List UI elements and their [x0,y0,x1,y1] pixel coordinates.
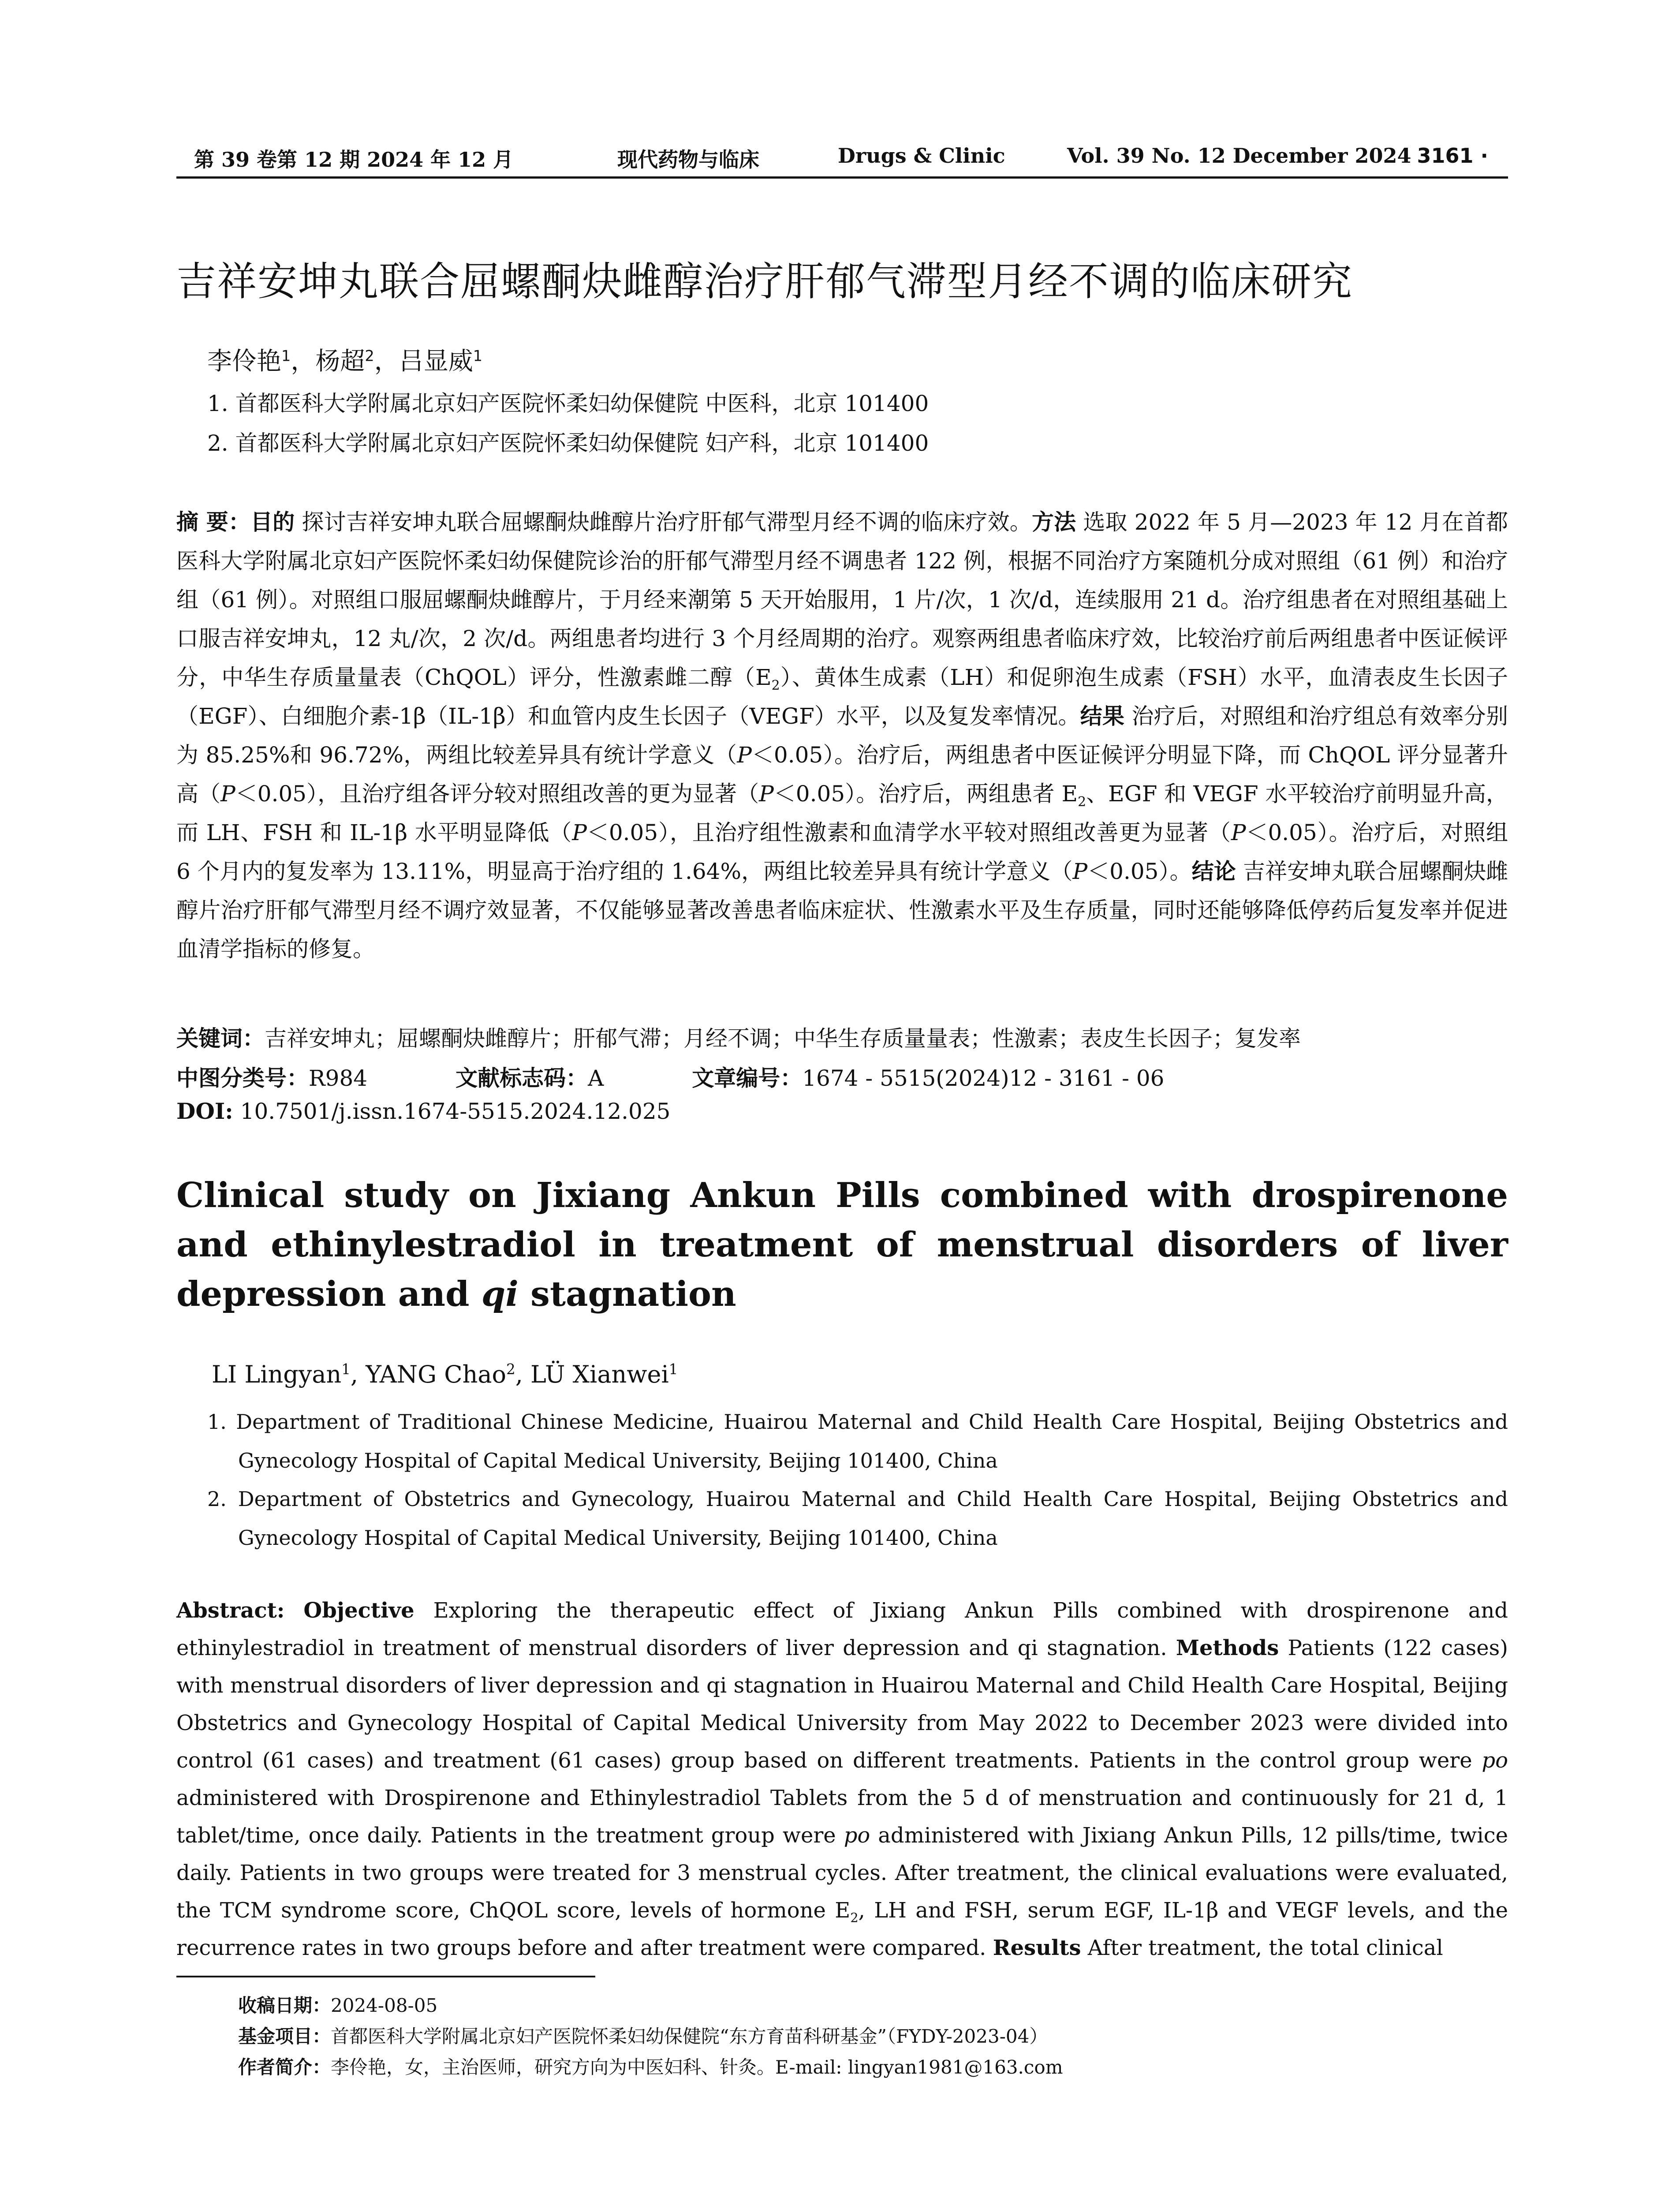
title-en: Clinical study on Jixiang Ankun Pills combined with drospirenone and ethinylestradiol in treatment of menstrual disorders of liver depression and qi stagnation [176,1175,1508,1314]
footnote-divider [176,1976,595,1977]
authors-cn: 李伶艳$^1$，杨超$^2$，吕显威$^1$ [207,347,483,376]
affiliation-cn: 1. 首都医科大学附属北京妇产医院怀柔妇幼保健院 中医科，北京 101400 [207,391,929,416]
header-issue-en: Vol. 39 No. 12 December 2024 [1067,144,1411,168]
abstract-en: Abstract: Objective Exploring the therapeutic effect of Jixiang Ankun Pills combined with drospirenone and ethinylestradiol in treatment of menstrual disorders of liver depression and qi stagnation. Methods Patients (122 cases) with menstrual disorders of liver depression and qi stagnation in Huairou Maternal and Child Health Care Hospital, Beijing Obstetrics and Gynecology Hospital of Capital Medical University from May 2022 to December 2023 were divided into control (61 cases) and treatment (61 cases) group based on different treatments. Patients in the control group were po administered with Drospirenone and Ethinylestradiol Tablets from the 5 d of menstruation and continuously for 21 d, 1 tablet/time, once daily. Patients in the treatment group were po administered with Jixiang Ankun Pills, 12 pills/time, twice daily. Patients in two groups were treated for 3 menstrual cycles. After treatment, the clinical evaluations were evaluated, the TCM syndrome score, ChQOL score, levels of hormone $E_2$, LH and FSH, serum EGF, IL-1β and VEGF levels, and the recurrence rates in two groups before and after treatment were compared. Results After treatment, the total clinical [176,1598,1508,1960]
affiliation-en: 2. Department of Obstetrics and Gynecology, Huairou Maternal and Child Health Care Hospital, Beijing Obstetrics and Gynecology Hospital of Capital Medical University, Beijing 101400, China [207,1487,1508,1550]
header-issue-cn: 第 39 卷第 12 期 2024 年 12 月 [194,148,514,172]
footnote-funding: 基金项目：首都医科大学附属北京妇产医院怀柔妇幼保健院“东方育苗科研基金”（FYDY-2023-04） [238,2026,1048,2047]
keywords-cn: 关键词：吉祥安坤丸；屈螺酮炔雌醇片；肝郁气滞；月经不调；中华生存质量量表；性激素；表皮生长因子；复发率 [176,1026,1301,1051]
author-cn: 李伶艳 [207,347,281,376]
authors-en: LI Lingyan$^1$, YANG Chao$^2$, LÜ Xianwei$^1$ [212,1360,678,1388]
author-en: YANG Chao [366,1360,507,1388]
header-journal-cn: 现代药物与临床 [617,148,759,172]
affiliation-en: 1. Department of Traditional Chinese Medicine, Huairou Maternal and Child Health Care Hospital, Beijing Obstetrics and Gynecology Hospital of Capital Medical University, Beijing 101400, China [207,1410,1508,1472]
doi-link[interactable]: 10.7501/j.issn.1674-5515.2024.12.025 [240,1099,671,1124]
title-cn: 吉祥安坤丸联合屈螺酮炔雌醇治疗肝郁气滞型月经不调的临床研究 [176,258,1353,305]
footnote-received: 收稿日期：2024-08-05 [238,1995,438,2016]
doi: DOI: 10.7501/j.issn.1674-5515.2024.12.025 [176,1098,671,1124]
header-journal-en: Drugs & Clinic [838,144,1005,168]
author-en: LI Lingyan [212,1360,342,1388]
author-en: LÜ Xianwei [530,1360,669,1388]
author-cn: 杨超 [315,347,365,376]
classification-cn: 中图分类号：R984 文献标志码：A 文章编号：1674 - 5515(2024)12 - 3161 - 06 [176,1065,1165,1091]
abstract-cn-label: 摘 要： [176,509,251,535]
running-header [176,140,1508,179]
abstract-en-label: Abstract: [176,1598,285,1623]
abstract-cn: 摘 要：目的 探讨吉祥安坤丸联合屈螺酮炔雌醇片治疗肝郁气滞型月经不调的临床疗效。方法 选取 2022 年 5 月—2023 年 12 月在首都医科大学附属北京妇产医院怀柔妇幼保健院诊治的肝郁气滞型月经不调患者 122 例，根据不同治疗方案随机分成对照组（61 例）和治疗组（61 例）。对照组口服屈螺酮炔雌醇片，于月经来潮第 5 天开始服用，1 片/次，1 次/d，连续服用 21 d。治疗组患者在对照组基础上口服吉祥安坤丸，12 丸/次，2 次/d。两组患者均进行 3 个月经周期的治疗。观察两组患者临床疗效，比较治疗前后两组患者中医证候评分，中华生存质量量表（ChQOL）评分，性激素雌二醇$(E_2)$、黄体生成素（LH）和促卵泡生成素（FSH）水平，血清表皮生长因子（EGF）、白细胞介素-1β（IL-1β）和血管内皮生长因子（VEGF）水平，以及复发率情况。结果 治疗后，对照组和治疗组总有效率分别为 85.25%和 96.72%，两组比较差异具有统计学意义（P＜0.05）。治疗后，两组患者中医证候评分明显下降，而 ChQOL 评分显著升高（P＜0.05），且治疗组各评分较对照组改善的更为显著（P＜0.05）。治疗后，两组患者 $E_2$、EGF 和 VEGF 水平较治疗前明显升高，而 LH、FSH 和 IL-1β 水平明显降低（P＜0.05），且治疗组性激素和血清学水平较对照组改善更为显著（P＜0.05）。治疗后，对照组 6 个月内的复发率为 13.11%，明显高于治疗组的 1.64%，两组比较差异具有统计学意义（P＜0.05）。结论 吉祥安坤丸联合屈螺酮炔雌醇片治疗肝郁气滞型月经不调疗效显著，不仅能够显著改善患者临床症状、性激素水平及生存质量，同时还能够降低停药后复发率并促进血清学指标的修复。 [176,509,1508,962]
footnote-author-bio: 作者简介：李伶艳，女，主治医师，研究方向为中医妇科、针灸。E-mail: lingyan1981@163.com [238,2056,1063,2078]
affiliation-cn: 2. 首都医科大学附属北京妇产医院怀柔妇幼保健院 妇产科，北京 101400 [207,430,929,456]
author-cn: 吕显威 [399,347,473,376]
header-page-number: · 3161 · [1402,144,1489,168]
